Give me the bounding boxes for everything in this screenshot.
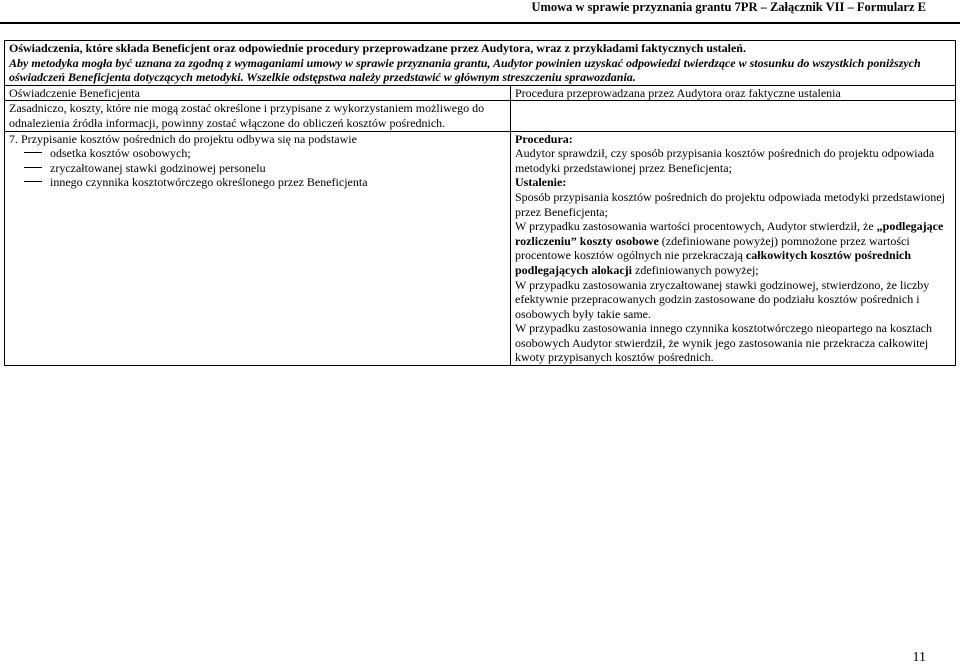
finding-text-percent — [515, 219, 951, 277]
column-header-procedure: Procedura przeprowadzana przez Audytora oraz faktyczne ustalenia — [511, 85, 956, 101]
procedure-text: Audytor sprawdził, czy sposób przypisania kosztów pośrednich do projektu odpowiada metodyki przedstawionej przez Beneficjenta; — [515, 146, 935, 175]
finding-text: W przypadku zastosowania innego czynnika kosztotwórczego nieopartego na kosztach osobowych Audytor stwierdził, że wynik jego zastosowania nie przekracza całkowitej kwoty przypisanych kosztów pośrednich. — [515, 321, 932, 365]
option-label: zryczałtowanej stawki godzinowej personelu — [50, 160, 266, 175]
option-label: odsetka kosztów osobowych; — [50, 146, 191, 161]
page-number: 11 — [912, 650, 926, 665]
intro-cell — [5, 41, 956, 86]
general-procedure-empty — [511, 101, 956, 131]
item7-statement: 7. Przypisanie kosztów pośrednich do projektu odbywa się na podstawie — [9, 131, 357, 146]
list-item — [9, 175, 506, 190]
dash-bullet — [24, 181, 42, 182]
table-row — [5, 101, 956, 131]
page-header-title: Umowa w sprawie przyznania grantu 7PR – Załącznik VII – Formularz E — [531, 0, 926, 14]
finding-part: W przypadku zastosowania wartości procentowych, Audytor stwierdził, że — [515, 219, 877, 234]
finding-text: Sposób przypisania kosztów pośrednich do projektu odpowiada metodyki przedstawionej przez Beneficjenta; — [515, 189, 945, 219]
option-label: innego czynnika kosztotwórczego określonego przez Beneficjenta — [50, 175, 368, 190]
item7-statement-cell — [5, 131, 511, 366]
intro-note: Aby metodyka mogła być uznana za zgodną z wymaganiami umowy w sprawie przyznania grantu, Audytor powinien uzyskać odpowiedzi twierdzące w stosunku do wszystkich poniższych oświadczeń Beneficjenta dotyczących metodyki. Wszelkie odstępstwa należy przedstawić w głównym streszczeniu sprawozdania. — [9, 55, 921, 85]
list-item — [9, 146, 506, 161]
finding-text: W przypadku zastosowania zryczałtowanej stawki godzinowej, stwierdzono, że liczby efektywnie przepracowanych godzin zastosowane do podziału kosztów pośrednich i osobowych były takie same. — [515, 277, 930, 321]
dash-bullet — [24, 167, 42, 168]
intro-row — [5, 41, 956, 86]
header-rule — [0, 22, 960, 24]
finding-emphasis: „podlegające rozliczeniu” koszty osobowe — [515, 219, 944, 248]
table-row — [5, 131, 956, 366]
finding-emphasis: całkowitych kosztów pośrednich podlegających alokacji — [515, 248, 912, 277]
general-statement: Zasadniczo, koszty, które nie mogą zostać określone i przypisane z wykorzystaniem możliwego do odnalezienia źródła informacji, powinny zostać włączone do obliczeń kosztów pośrednich. — [5, 101, 511, 131]
list-item — [9, 161, 506, 176]
statements-table — [4, 40, 956, 366]
column-header-statement: Oświadczenie Beneficjenta — [5, 85, 511, 101]
findings-label: Ustalenie: — [515, 175, 567, 190]
dash-bullet — [24, 152, 42, 153]
item7-procedure-cell — [511, 131, 956, 366]
finding-part: (zdefiniowane powyżej) pomnożone przez wartości procentowe kosztów ogólnych nie przekraczają — [515, 233, 910, 263]
column-header-row — [5, 85, 956, 101]
intro-title: Oświadczenia, które składa Beneficjent oraz odpowiednie procedury przeprowadzane przez Audytora, wraz z przykładami faktycznych ustaleń. — [9, 41, 746, 55]
procedure-label: Procedura: — [515, 131, 573, 146]
finding-part: zdefiniowanych powyżej; — [632, 262, 759, 277]
